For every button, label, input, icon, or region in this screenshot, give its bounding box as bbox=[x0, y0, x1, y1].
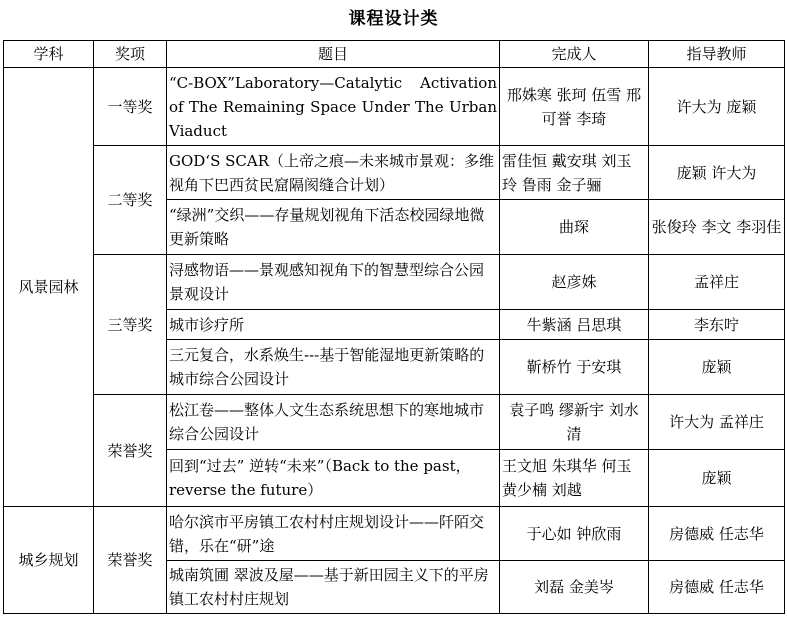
title-cell: “C-BOX”Laboratory—Catalytic Activation of The Remaining Space Under The Urban Viaduct bbox=[167, 68, 500, 146]
members-cell: 袁子鸣 缪新宇 刘水清 bbox=[500, 395, 649, 450]
advisors-cell: 房德威 任志华 bbox=[649, 561, 785, 614]
title-cell: 三元复合，水系焕生---基于智能湿地更新策略的城市综合公园设计 bbox=[167, 340, 500, 395]
header-discipline: 学科 bbox=[4, 41, 94, 68]
award-cell: 荣誉奖 bbox=[94, 507, 167, 614]
table-row bbox=[4, 395, 785, 450]
table-row bbox=[4, 68, 785, 146]
title-cell: GOD‘S SCAR（上帝之痕—未来城市景观：多维视角下巴西贫民窟隔阂缝合计划） bbox=[167, 146, 500, 200]
members-cell: 刘磊 金美岑 bbox=[500, 561, 649, 614]
title-cell: 回到“过去” 逆转“未来”（Back to the past，reverse the future） bbox=[167, 450, 500, 507]
title-cell: 城南筑圃 翠波及屋——基于新田园主义下的平房镇工农村村庄规划 bbox=[167, 561, 500, 614]
header-title: 题目 bbox=[167, 41, 500, 68]
advisors-cell: 孟祥庄 bbox=[649, 255, 785, 310]
discipline-cell: 城乡规划 bbox=[4, 507, 94, 614]
members-cell: 曲琛 bbox=[500, 200, 649, 255]
header-members: 完成人 bbox=[500, 41, 649, 68]
advisors-cell: 庞颖 许大为 bbox=[649, 146, 785, 200]
header-advisors: 指导教师 bbox=[649, 41, 785, 68]
table-row bbox=[4, 507, 785, 561]
header-award: 奖项 bbox=[94, 41, 167, 68]
table-row bbox=[4, 255, 785, 310]
award-cell: 二等奖 bbox=[94, 146, 167, 255]
advisors-cell: 李东咛 bbox=[649, 310, 785, 340]
advisors-cell: 许大为 庞颖 bbox=[649, 68, 785, 146]
title-cell: 哈尔滨市平房镇工农村村庄规划设计——阡陌交错，乐在“研”途 bbox=[167, 507, 500, 561]
page-title: 课程设计类 bbox=[348, 9, 439, 29]
advisors-cell: 庞颖 bbox=[649, 450, 785, 507]
award-cell: 三等奖 bbox=[94, 255, 167, 395]
members-cell: 王文旭 朱琪华 何玉 黄少楠 刘越 bbox=[500, 450, 649, 507]
members-cell: 雷佳恒 戴安琪 刘玉玲 鲁雨 金子骊 bbox=[500, 146, 649, 200]
title-cell: 松江卷——整体人文生态系统思想下的寒地城市综合公园设计 bbox=[167, 395, 500, 450]
awards-table bbox=[3, 40, 785, 614]
advisors-cell: 许大为 孟祥庄 bbox=[649, 395, 785, 450]
discipline-cell: 风景园林 bbox=[4, 68, 94, 507]
award-cell: 荣誉奖 bbox=[94, 395, 167, 507]
award-cell: 一等奖 bbox=[94, 68, 167, 146]
advisors-cell: 张俊玲 李文 李羽佳 bbox=[649, 200, 785, 255]
members-cell: 于心如 钟欣雨 bbox=[500, 507, 649, 561]
table-row bbox=[4, 146, 785, 200]
members-cell: 赵彦姝 bbox=[500, 255, 649, 310]
title-cell: 城市诊疗所 bbox=[167, 310, 500, 340]
advisors-cell: 房德威 任志华 bbox=[649, 507, 785, 561]
header-row bbox=[4, 41, 785, 68]
members-cell: 牛紫涵 吕思琪 bbox=[500, 310, 649, 340]
title-cell: 浔感物语——景观感知视角下的智慧型综合公园景观设计 bbox=[167, 255, 500, 310]
members-cell: 靳桥竹 于安琪 bbox=[500, 340, 649, 395]
advisors-cell: 庞颖 bbox=[649, 340, 785, 395]
members-cell: 邢姝寒 张珂 伍雪 邢可誉 李琦 bbox=[500, 68, 649, 146]
title-cell: “绿洲”交织——存量规划视角下活态校园绿地微更新策略 bbox=[167, 200, 500, 255]
